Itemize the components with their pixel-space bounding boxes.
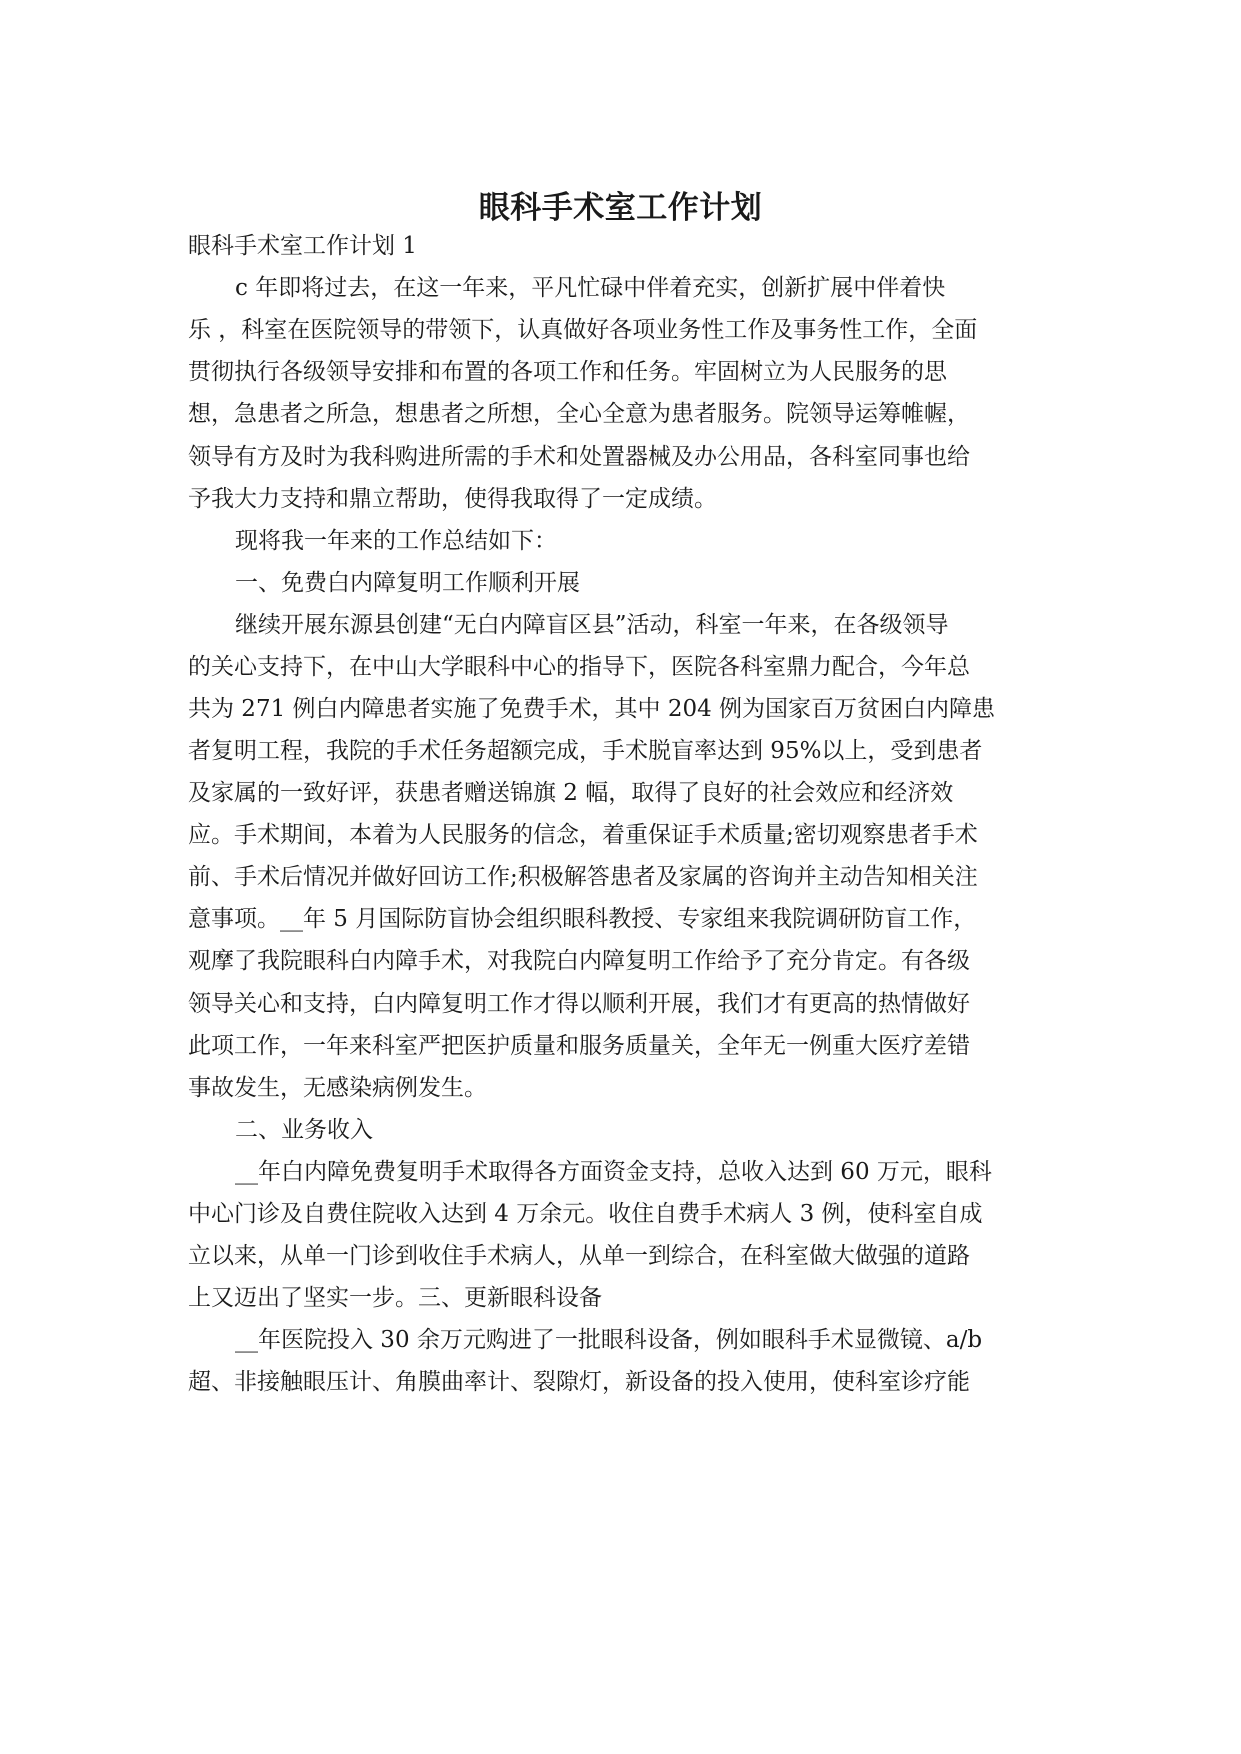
text-line: 领导有方及时为我科购进所需的手术和处置器械及办公用品，各科室同事也给 [188,444,970,470]
text-line: 的关心支持下，在中山大学眼科中心的指导下，医院各科室鼎力配合，今年总 [188,654,970,680]
text-line: __年白内障免费复明手术取得各方面资金支持，总收入达到 60 万元，眼科 [235,1159,992,1185]
text-line: 领导关心和支持，白内障复明工作才得以顺利开展，我们才有更高的热情做好 [188,991,970,1017]
text-line: c 年即将过去，在这一年来，平凡忙碌中伴着充实，创新扩展中伴着快 [235,275,946,301]
text-line: 中心门诊及自费住院收入达到 4 万余元。收住自费手术病人 3 例，使科室自成 [188,1201,983,1227]
document-title: 眼科手术室工作计划 [478,190,763,226]
text-line: 观摩了我院眼科白内障手术，对我院白内障复明工作给予了充分肯定。有各级 [188,948,970,974]
text-line: 贯彻执行各级领导安排和布置的各项工作和任务。牢固树立为人民服务的思 [188,359,947,385]
text-line: 乐 ，科室在医院领导的带领下，认真做好各项业务性工作及事务性工作，全面 [188,317,978,343]
text-line: 予我大力支持和鼎立帮助，使得我取得了一定成绩。 [188,486,717,512]
text-line: 前、手术后情况并做好回访工作;积极解答患者及家属的咨询并主动告知相关注 [188,864,978,890]
text-line: 超、非接触眼压计、角膜曲率计、裂隙灯，新设备的投入使用，使科室诊疗能 [188,1369,970,1395]
text-line: 立以来，从单一门诊到收住手术病人，从单一到综合，在科室做大做强的道路 [188,1243,970,1269]
text-line: 现将我一年来的工作总结如下： [235,528,557,554]
section-heading: 一、免费白内障复明工作顺利开展 [235,570,580,596]
text-line: 意事项。__年 5 月国际防盲协会组织眼科教授、专家组来我院调研防盲工作， [188,906,977,932]
section-heading: 二、业务收入 [235,1117,373,1143]
text-line: 此项工作，一年来科室严把医护质量和服务质量关，全年无一例重大医疗差错 [188,1033,970,1059]
text-line: 应。手术期间，本着为人民服务的信念，着重保证手术质量;密切观察患者手术 [188,822,978,848]
text-line: 上又迈出了坚实一步。三、更新眼科设备 [188,1285,602,1311]
text-line: 想，急患者之所急，想患者之所想，全心全意为患者服务。院领导运筹帷幄， [188,401,970,427]
text-line: 及家属的一致好评，获患者赠送锦旗 2 幅，取得了良好的社会效应和经济效 [188,780,954,806]
text-line: 事故发生，无感染病例发生。 [188,1075,487,1101]
text-line: 者复明工程，我院的手术任务超额完成，手术脱盲率达到 95%以上，受到患者 [188,738,983,764]
text-line: __年医院投入 30 余万元购进了一批眼科设备，例如眼科手术显微镜、a/b [235,1327,983,1353]
section-heading: 眼科手术室工作计划 1 [188,233,417,259]
text-line: 继续开展东源县创建“无白内障盲区县”活动，科室一年来，在各级领导 [235,612,949,638]
text-line: 共为 271 例白内障患者实施了免费手术，其中 204 例为国家百万贫困白内障患 [188,696,996,722]
